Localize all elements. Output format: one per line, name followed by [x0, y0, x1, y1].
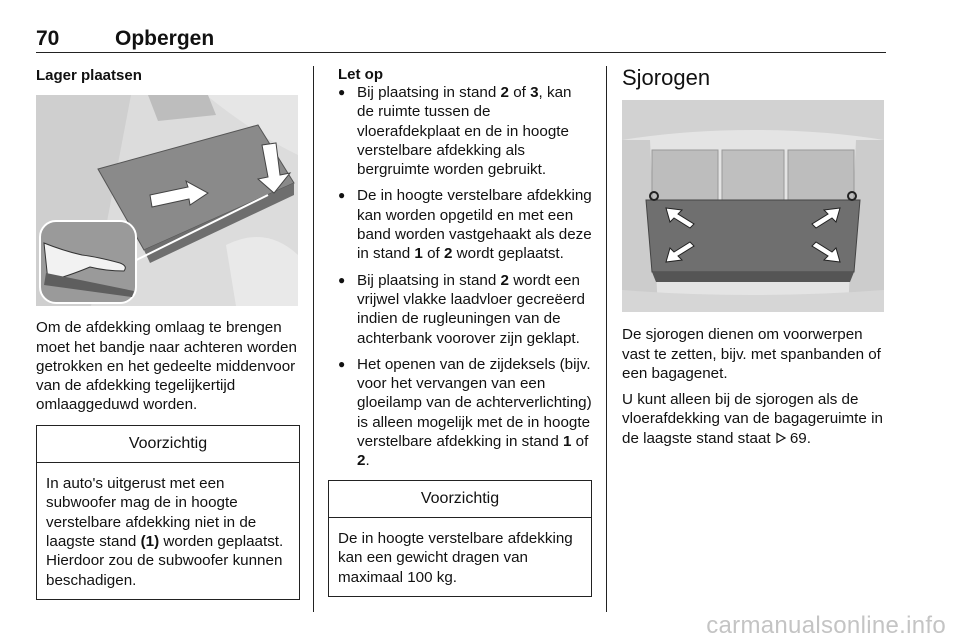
column-1	[36, 66, 300, 600]
paragraph-access: U kunt alleen bij de sjorogen als de vloerafdekking van de bagageruimte in de laagste stand staat 69.	[622, 390, 886, 449]
warning-title: Voorzichtig	[329, 481, 591, 518]
lashing-eyes-illustration	[622, 100, 884, 312]
list-item: ● De in hoogte verstelbare afdekking kan worden opgetild en met een band worden vastgehaakt als deze in stand 1 of 2 wordt geplaatst.	[328, 186, 592, 263]
page-number: 70	[36, 27, 60, 50]
page-title: Opbergen	[115, 27, 215, 50]
warning-box-weight	[328, 480, 592, 597]
column-2	[328, 66, 592, 597]
paragraph-purpose: De sjorogen dienen om voorwerpen vast te zetten, bijv. met spanbanden of een bagagenet.	[622, 326, 881, 382]
note-bullet-list	[328, 83, 592, 471]
page-ref-arrow-icon[interactable]	[775, 430, 787, 449]
warning-box-subwoofer	[36, 425, 300, 600]
subheading: Lager plaatsen	[36, 67, 142, 84]
note-title: Let op	[338, 66, 383, 83]
page-ref-link[interactable]: 69.	[789, 429, 811, 447]
column-3	[622, 66, 886, 456]
list-item: ● Bij plaatsing in stand 2 of 3, kan de ruimte tussen de vloerafdekplaat en de in hoogte verstelbare afdekking als bergruimte worden gebruikt.	[328, 83, 592, 179]
column-divider-2	[606, 66, 607, 612]
list-item: ● Bij plaatsing in stand 2 wordt een vrijwel vlakke laadvloer gecreëerd indien de rugleuningen van de achterbank voorover zijn geklapt.	[328, 271, 592, 348]
watermark: carmanualsonline.info	[706, 612, 946, 639]
warning-body: De in hoogte verstelbare afdekking kan een gewicht dragen van maximaal 100 kg.	[338, 529, 573, 586]
paragraph-lowering: Om de afdekking omlaag te brengen moet het bandje naar achteren worden getrokken en het gedeelte middenvoor van de afdekking tegelijkertijd omlaaggeduwd worden.	[36, 319, 297, 414]
cover-lowering-illustration	[36, 95, 298, 306]
warning-title: Voorzichtig	[37, 426, 299, 463]
list-item: ● Het openen van de zijdeksels (bijv. voor het vervangen van een gloeilamp van de achterverlichting) is alleen mogelijk met de in hoogte verstelbare afdekking in stand 1 of 2.	[328, 355, 592, 471]
warning-body: In auto's uitgerust met een subwoofer mag de in hoogte verstelbare afdekking niet in de laagste stand (1) worden geplaatst. Hierdoor zou de subwoofer kunnen beschadigen.	[46, 475, 284, 589]
section-title: Sjorogen	[622, 65, 711, 90]
column-divider-1	[313, 66, 314, 612]
header-rule	[36, 52, 886, 53]
